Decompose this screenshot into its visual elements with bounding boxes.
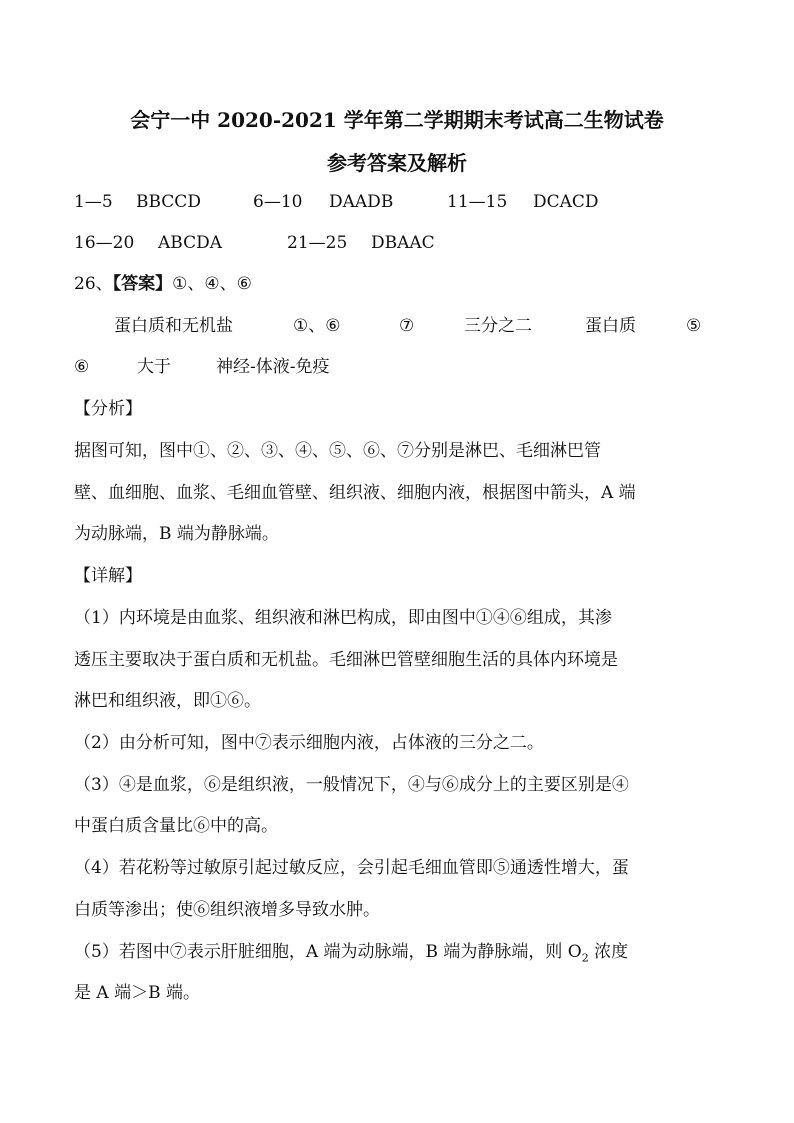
answer-value: 神经-体液-免疫	[216, 357, 330, 377]
page-title: 会宁一中 2020-2021 学年第二学期期末考试高二生物试卷	[130, 108, 664, 132]
detail-line: 白质等渗出；使⑥组织液增多导致水肿。	[74, 900, 380, 920]
detail-line: （2）由分析可知，图中⑦表示细胞内液，占体液的三分之二。	[74, 733, 544, 753]
answer-value: ①、④、⑥	[172, 274, 252, 294]
answer-letters: ABCDA	[158, 233, 222, 253]
answer-value: 蛋白质	[585, 316, 636, 336]
detail-text: 浓度	[588, 942, 629, 962]
subscript: 2	[581, 951, 589, 965]
q26-label: 26、	[74, 274, 113, 294]
answer-range: 11—15	[447, 192, 508, 212]
detail-heading: 【详解】	[74, 566, 142, 586]
detail-line	[74, 940, 628, 970]
q26-answer-line	[74, 272, 252, 296]
answer-value: ⑥	[74, 357, 90, 377]
analysis-line: 为动脉端，B 端为静脉端。	[74, 524, 279, 544]
answer-letters: DBAAC	[371, 233, 435, 253]
answer-value: 三分之二	[464, 316, 532, 336]
answer-value: ①、⑥	[293, 316, 341, 336]
detail-line: （3）④是血浆，⑥是组织液，一般情况下，④与⑥成分上的主要区别是④	[74, 775, 629, 795]
answer-range: 21—25	[287, 233, 348, 253]
answer-value: 大于	[137, 357, 171, 377]
answer-range: 16—20	[74, 233, 135, 253]
answer-range: 1—5	[74, 192, 113, 212]
analysis-line: 壁、血细胞、血浆、毛细血管壁、组织液、细胞内液，根据图中箭头，A 端	[74, 483, 636, 503]
answer-value: 蛋白质和无机盐	[114, 316, 233, 336]
detail-text: （5）若图中⑦表示肝脏细胞，A 端为动脉端，B 端为静脉端，则 O	[74, 942, 582, 962]
answer-letters: DAADB	[329, 192, 394, 212]
analysis-line: 据图可知，图中①、②、③、④、⑤、⑥、⑦分别是淋巴、毛细淋巴管	[74, 441, 601, 461]
answer-letters: BBCCD	[136, 192, 201, 212]
page-subtitle: 参考答案及解析	[327, 151, 467, 175]
detail-line: （4）若花粉等过敏原引起过敏反应，会引起毛细血管即⑤通透性增大，蛋	[74, 858, 629, 878]
detail-line: （1）内环境是由血浆、组织液和淋巴构成，即由图中①④⑥组成，其渗	[74, 608, 612, 628]
analysis-heading: 【分析】	[74, 399, 142, 419]
answer-letters: DCACD	[533, 192, 599, 212]
answer-label: 【答案】	[112, 274, 173, 294]
detail-line: 中蛋白质含量比⑥中的高。	[74, 816, 278, 836]
answer-range: 6—10	[253, 192, 303, 212]
detail-line: 透压主要取决于蛋白质和无机盐。毛细淋巴管壁细胞生活的具体内环境是	[74, 650, 618, 670]
answer-value: ⑦	[399, 316, 415, 336]
detail-line: 淋巴和组织液，即①⑥。	[74, 691, 261, 711]
answer-value: ⑤	[686, 316, 702, 336]
detail-line: 是 A 端＞B 端。	[74, 983, 200, 1003]
